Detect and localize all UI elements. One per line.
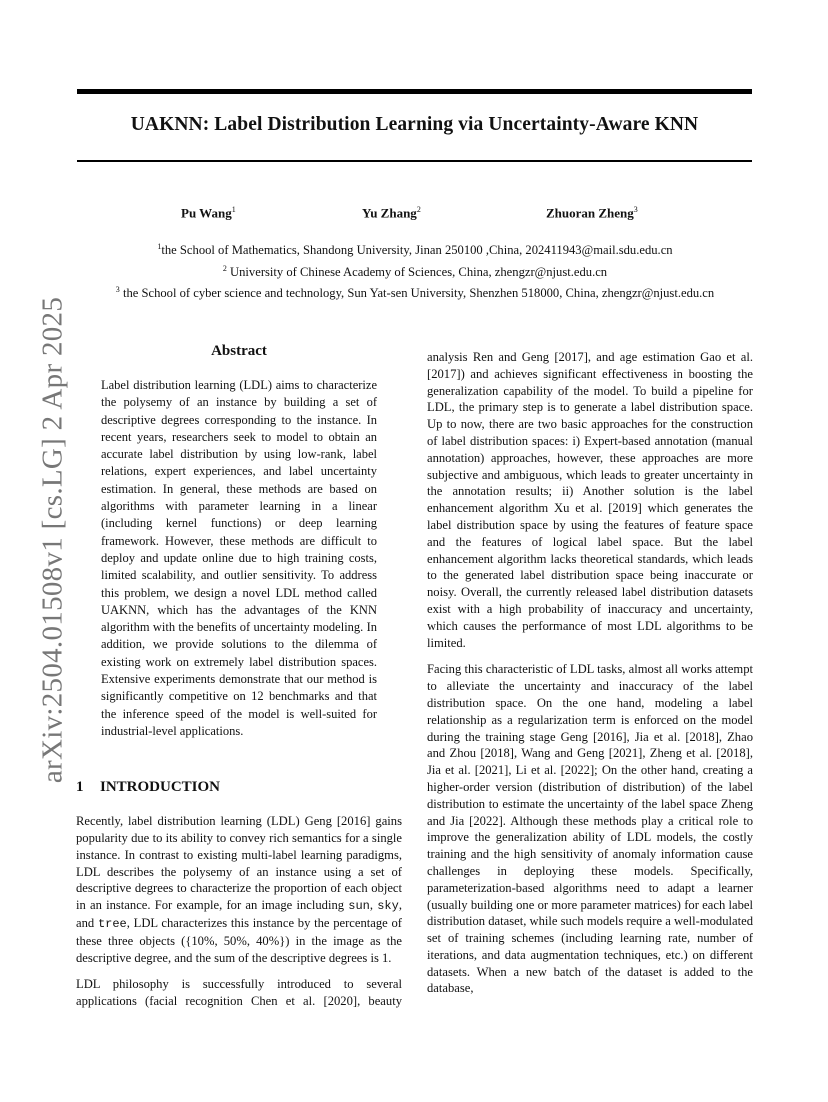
right-column [427, 349, 753, 1007]
intro-paragraph-2: LDL philosophy is successfully introduced to several applications (facial recognition Chen et al. [2020], beauty [76, 977, 402, 1009]
example-word-sun: sun [348, 899, 370, 914]
affiliation-3 [60, 281, 770, 303]
separator: , [369, 898, 378, 913]
example-word-sky: sky [377, 899, 399, 914]
abstract-heading: Abstract [211, 343, 267, 359]
intro-paragraph-3: Facing this characteristic of LDL tasks, almost all works attempt to alleviate the uncertainty and inaccuracy of the label distribution space. On the one hand, modeling a label relationship as a regularization term is enforced on the model during the training stage Geng [2016], Jia et al. [2018], Zhao and Zhou [2018], Wang and Geng [2021], Zheng et al. [2018], Jia et al. [2021], Li et al. [2022]; On the other hand, creating a higher-order version (distribution of distribution) of the label distribution to estimate the uncertainty of the label space Zheng and Jia [2022]. Although these methods play a critical role to improve the generalization ability of LDL models, the costly training and the high sensitivity of anomaly information cause challenges in deploying these models. Specifically, parameterization-based algorithms need to adapt a learner (usually building one or more parameter matrices) for each label distribution dataset, while such models require a well-modulated set of training schemes (including learning rate, number of iterations, and data augmentation techniques, etc.) on different datasets. When a new batch of the dataset is added to the database, [427, 662, 753, 996]
intro-p1-text: Recently, label distribution learning (LDL) Geng [2016] gains popularity due to its ability to convey rich semantics for a single instance. In contrast to existing multi-label learning paradigms, LDL describes the polysemy of an instance using a set of descriptive degrees to characterize the proportion of each object in an instance. For example, for an image including [76, 814, 402, 913]
affiliation-1 [60, 238, 770, 260]
example-word-tree: tree [97, 917, 127, 932]
author-name: Yu Zhang [362, 205, 417, 221]
paper-title: UAKNN: Label Distribution Learning via Uncertainty-Aware KNN [130, 114, 699, 135]
section-title: INTRODUCTION [100, 779, 221, 796]
author-1 [181, 205, 236, 221]
intro-paragraph-2-continued: analysis Ren and Geng [2017], and age estimation Gao et al. [2017]) and achieves significant effectiveness in boosting the generalization capability of the model. To build a pipeline for LDL, the primary step is to generate a label distribution space. Up to now, there are two basic approaches for the construction of label distribution spaces: i) Expert-based annotation (manual annotation) approaches, however, these approaches are more subjective and ambiguous, which leads to greater uncertainty in the annotation results; ii) Another solution is the label enhancement algorithm Xu et al. [2019] which generates the label distribution space by using the features of feature space and the features of logical label space. But the label enhancement algorithm lacks theoretical standards, which leads to the generated label distribution space being inaccurate or noisy. Overall, the currently released label distribution datasets exist with a high probability of inaccuracy and uncertainty, which causes the performance of most LDL algorithms to be limited. [427, 350, 753, 650]
title-top-rule [77, 89, 752, 94]
affiliations [60, 238, 770, 303]
author-3 [546, 205, 638, 221]
separator: , and [76, 898, 402, 931]
left-column [76, 343, 402, 1020]
abstract-text: Label distribution learning (LDL) aims to characterize the polysemy of an instance by building a set of descriptive degrees corresponding to the instance. In recent years, researchers seek to model to obtain an accurate label distribution by using low-rank, label relations, expert experiences, and label uncertainty estimation. In general, these methods are based on algorithms with parameter learning in a linear (including kernel functions) or deep learning framework. However, these methods are difficult to deploy and update online due to high training costs, limited scalability, and outlier sensitivity. To address this problem, we design a novel LDL method called UAKNN, which has the advantages of the KNN algorithm with the benefits of uncertainty modeling. In addition, we provide solutions to the dilemma of existing work on extremely label distribution spaces. Extensive experiments demonstrate that our method is significantly competitive on 12 benchmarks and that the inference speed of the model is well-suited for industrial-level applications. [101, 378, 377, 738]
intro-paragraph-1 [76, 813, 402, 966]
section-heading [76, 779, 402, 796]
intro-p1-text-end: , LDL characterizes this instance by the percentage of these three objects ({10%, 50%, 40%}) in the image as the descriptive degree, and the sum of the descriptive degrees is 1. [76, 916, 402, 965]
author-mark: 1 [231, 205, 236, 214]
section-number: 1 [76, 779, 84, 796]
title-bottom-rule [77, 160, 752, 162]
affiliation-mark: 2 [222, 263, 227, 273]
affiliation-text: the School of cyber science and technology, Sun Yat-sen University, Shenzhen 518000, China, zhengzr@njust.edu.cn [119, 286, 715, 301]
author-name: Pu Wang [181, 205, 232, 221]
author-mark: 2 [416, 205, 421, 214]
affiliation-2 [60, 260, 770, 282]
author-mark: 3 [633, 205, 638, 214]
author-name: Zhuoran Zheng [546, 205, 634, 221]
affiliation-text: University of Chinese Academy of Sciences, China, zhengzr@njust.edu.cn [226, 264, 608, 279]
author-2 [362, 205, 421, 221]
affiliation-text: the School of Mathematics, Shandong University, Jinan 250100 ,China, 202411943@mail.sdu.edu.cn [161, 243, 673, 258]
affiliation-mark: 3 [115, 285, 120, 295]
arxiv-identifier: arXiv:2504.01508v1 [cs.LG] 2 Apr 2025 [36, 296, 69, 784]
affiliation-mark: 1 [157, 242, 162, 251]
